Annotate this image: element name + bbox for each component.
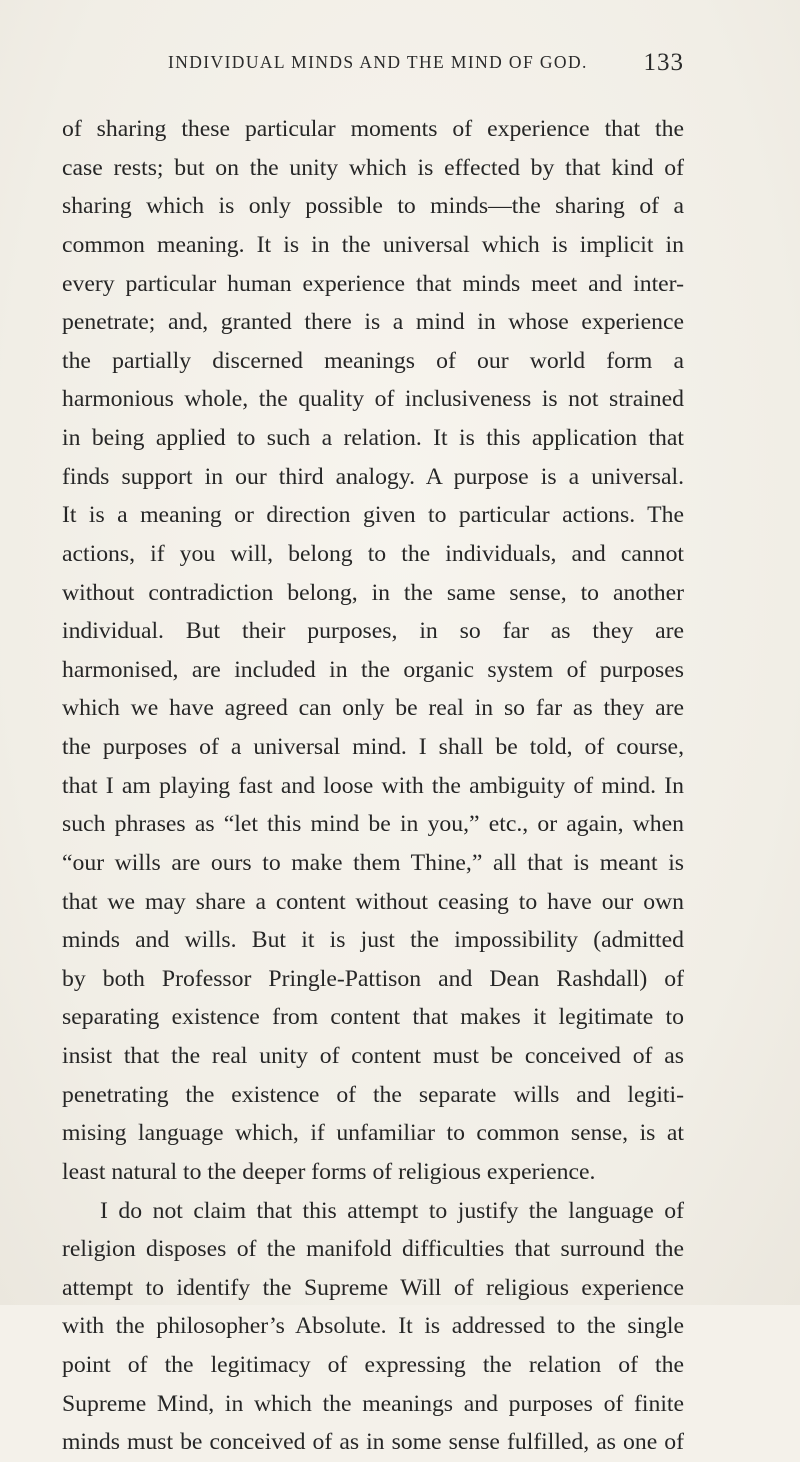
text-line: harmonious whole, the quality of inclusiveness is not strained [62, 386, 684, 413]
text-line: finds support in our third analogy. A purpose is a universal. [62, 463, 684, 490]
page-number: 133 [643, 49, 684, 76]
running-title: INDIVIDUAL MINDS AND THE MIND OF GOD. [168, 52, 588, 72]
text-line: which we have agreed can only be real in so far as they are [62, 695, 684, 722]
text-line: actions, if you will, belong to the individuals, and cannot [62, 540, 684, 567]
text-line: individual. But their purposes, in so far as they are [62, 618, 684, 645]
text-line: mising language which, if unfamiliar to common sense, is at [62, 1120, 684, 1147]
paragraph-end-line: least natural to the deeper forms of religious experience. [62, 1158, 596, 1185]
text-line: It is a meaning or direction given to particular actions. The [62, 502, 684, 529]
text-line: in being applied to such a relation. It is this application that [62, 425, 684, 451]
text-line: insist that the real unity of content must be conceived of as [62, 1043, 684, 1069]
text-line: the purposes of a universal mind. I shall be told, of course, [62, 734, 684, 760]
text-line: without contradiction belong, in the same sense, to another [62, 579, 684, 606]
text-line: common meaning. It is in the universal which is implicit in [62, 231, 684, 258]
text-line: by both Professor Pringle-Pattison and Dean Rashdall) of [62, 965, 684, 992]
text-line: case rests; but on the unity which is effected by that kind of [62, 154, 684, 181]
text-line: that we may share a content without ceasing to have our own [62, 888, 684, 915]
text-line: point of the legitimacy of expressing the relation of the [62, 1352, 684, 1378]
text-line: separating existence from content that makes it legitimate to [62, 1004, 684, 1031]
text-line: “our wills are ours to make them Thine,” all that is meant is [62, 849, 684, 876]
running-header [168, 49, 684, 82]
text-line: every particular human experience that minds meet and inter- [62, 270, 684, 297]
text-line: minds and wills. But it is just the impossibility (admitted [62, 927, 684, 954]
text-line: harmonised, are included in the organic system of purposes [62, 656, 684, 683]
text-line: sharing which is only possible to minds—the sharing of a [62, 193, 684, 220]
text-line: with the philosopher’s Absolute. It is addressed to the single [62, 1313, 684, 1340]
paragraph-start-line: I do not claim that this attempt to justify the language of [100, 1197, 684, 1224]
text-line: penetrate; and, granted there is a mind in whose experience [62, 309, 684, 336]
text-line: such phrases as “let this mind be in you,” etc., or again, when [62, 811, 684, 838]
text-line: religion disposes of the manifold difficulties that surround the [62, 1236, 684, 1263]
text-line: the partially discerned meanings of our world form a [62, 347, 684, 374]
text-line: attempt to identify the Supreme Will of religious experience [62, 1274, 684, 1301]
text-line: that I am playing fast and loose with the ambiguity of mind. In [62, 772, 684, 799]
text-line: of sharing these particular moments of experience that the [62, 116, 684, 142]
text-line: Supreme Mind, in which the meanings and purposes of finite [62, 1390, 684, 1417]
text-line: penetrating the existence of the separate wills and legiti- [62, 1081, 684, 1108]
body-text [62, 110, 684, 1462]
text-line: minds must be conceived of as in some sense fulfilled, as one of [62, 1429, 684, 1456]
